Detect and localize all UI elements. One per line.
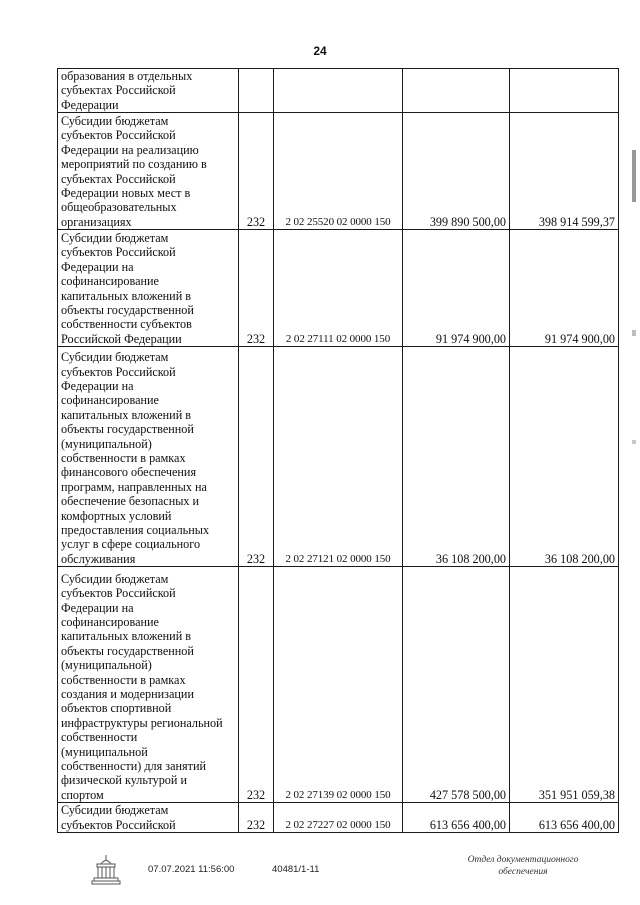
- row-name-cell: Субсидии бюджетам субъектов Российской: [58, 803, 239, 833]
- row-admin-code-cell: [239, 69, 274, 113]
- table-row: [58, 567, 619, 803]
- row-budget-code-cell: [274, 69, 403, 113]
- row-planned-amount-cell: [403, 69, 510, 113]
- row-name-cell: Субсидии бюджетам субъектов Российской Федерации на софинансирование капитальных вложений в объекты государственной (муниципальной) собственности в рамках создания и модернизации объектов спортивной инфраструктуры региональной собственности (муниципальной собственности) для занятий физической культурой и спортом: [58, 567, 239, 803]
- table-row: [58, 113, 619, 230]
- row-actual-amount-cell: 91 974 900,00: [510, 230, 619, 347]
- table-row: [58, 230, 619, 347]
- row-admin-code-cell: 232: [239, 803, 274, 833]
- budget-table: [57, 68, 619, 833]
- footer-doc-number: 40481/1-11: [272, 864, 320, 875]
- row-name-cell: Субсидии бюджетам субъектов Российской Федерации на софинансирование капитальных вложений в объекты государственной собственности субъектов Российской Федерации: [58, 230, 239, 347]
- row-name-cell: Субсидии бюджетам субъектов Российской Федерации на софинансирование капитальных вложений в объекты государственной (муниципальной) собственности в рамках финансового обеспечения программ, направленных на обеспечение безопасных и комфортных условий предоставления социальных услуг в сфере социального обслуживания: [58, 347, 239, 567]
- row-actual-amount-cell: 36 108 200,00: [510, 347, 619, 567]
- scan-edge-mark: [632, 330, 636, 336]
- row-admin-code-cell: 232: [239, 230, 274, 347]
- row-budget-code-cell: 2 02 27227 02 0000 150: [274, 803, 403, 833]
- row-planned-amount-cell: 399 890 500,00: [403, 113, 510, 230]
- scan-edge-mark: [632, 440, 636, 444]
- row-budget-code-cell: 2 02 25520 02 0000 150: [274, 113, 403, 230]
- scan-edge-mark: [632, 150, 636, 202]
- row-budget-code-cell: 2 02 27139 02 0000 150: [274, 567, 403, 803]
- row-planned-amount-cell: 36 108 200,00: [403, 347, 510, 567]
- table-row: [58, 69, 619, 113]
- table-body: [58, 69, 619, 833]
- footer: [0, 850, 640, 900]
- row-admin-code-cell: 232: [239, 567, 274, 803]
- row-actual-amount-cell: [510, 69, 619, 113]
- row-planned-amount-cell: 427 578 500,00: [403, 567, 510, 803]
- page-number: 24: [313, 44, 327, 58]
- row-admin-code-cell: 232: [239, 347, 274, 567]
- row-actual-amount-cell: 398 914 599,37: [510, 113, 619, 230]
- row-admin-code-cell: 232: [239, 113, 274, 230]
- table-row: [58, 803, 619, 833]
- row-planned-amount-cell: 613 656 400,00: [403, 803, 510, 833]
- row-actual-amount-cell: 351 951 059,38: [510, 567, 619, 803]
- duma-emblem-icon: [88, 852, 124, 888]
- table-row: [58, 347, 619, 567]
- row-planned-amount-cell: 91 974 900,00: [403, 230, 510, 347]
- row-actual-amount-cell: 613 656 400,00: [510, 803, 619, 833]
- department-stamp: Отдел документационного обеспечения: [467, 855, 579, 877]
- row-budget-code-cell: 2 02 27111 02 0000 150: [274, 230, 403, 347]
- row-name-cell: Субсидии бюджетам субъектов Российской Федерации на реализацию мероприятий по созданию в субъектах Российской Федерации новых мест в общеобразовательных организациях: [58, 113, 239, 230]
- row-budget-code-cell: 2 02 27121 02 0000 150: [274, 347, 403, 567]
- footer-date: 07.07.2021 11:56:00: [148, 864, 235, 875]
- row-name-cell: образования в отдельных субъектах Российской Федерации: [58, 69, 239, 113]
